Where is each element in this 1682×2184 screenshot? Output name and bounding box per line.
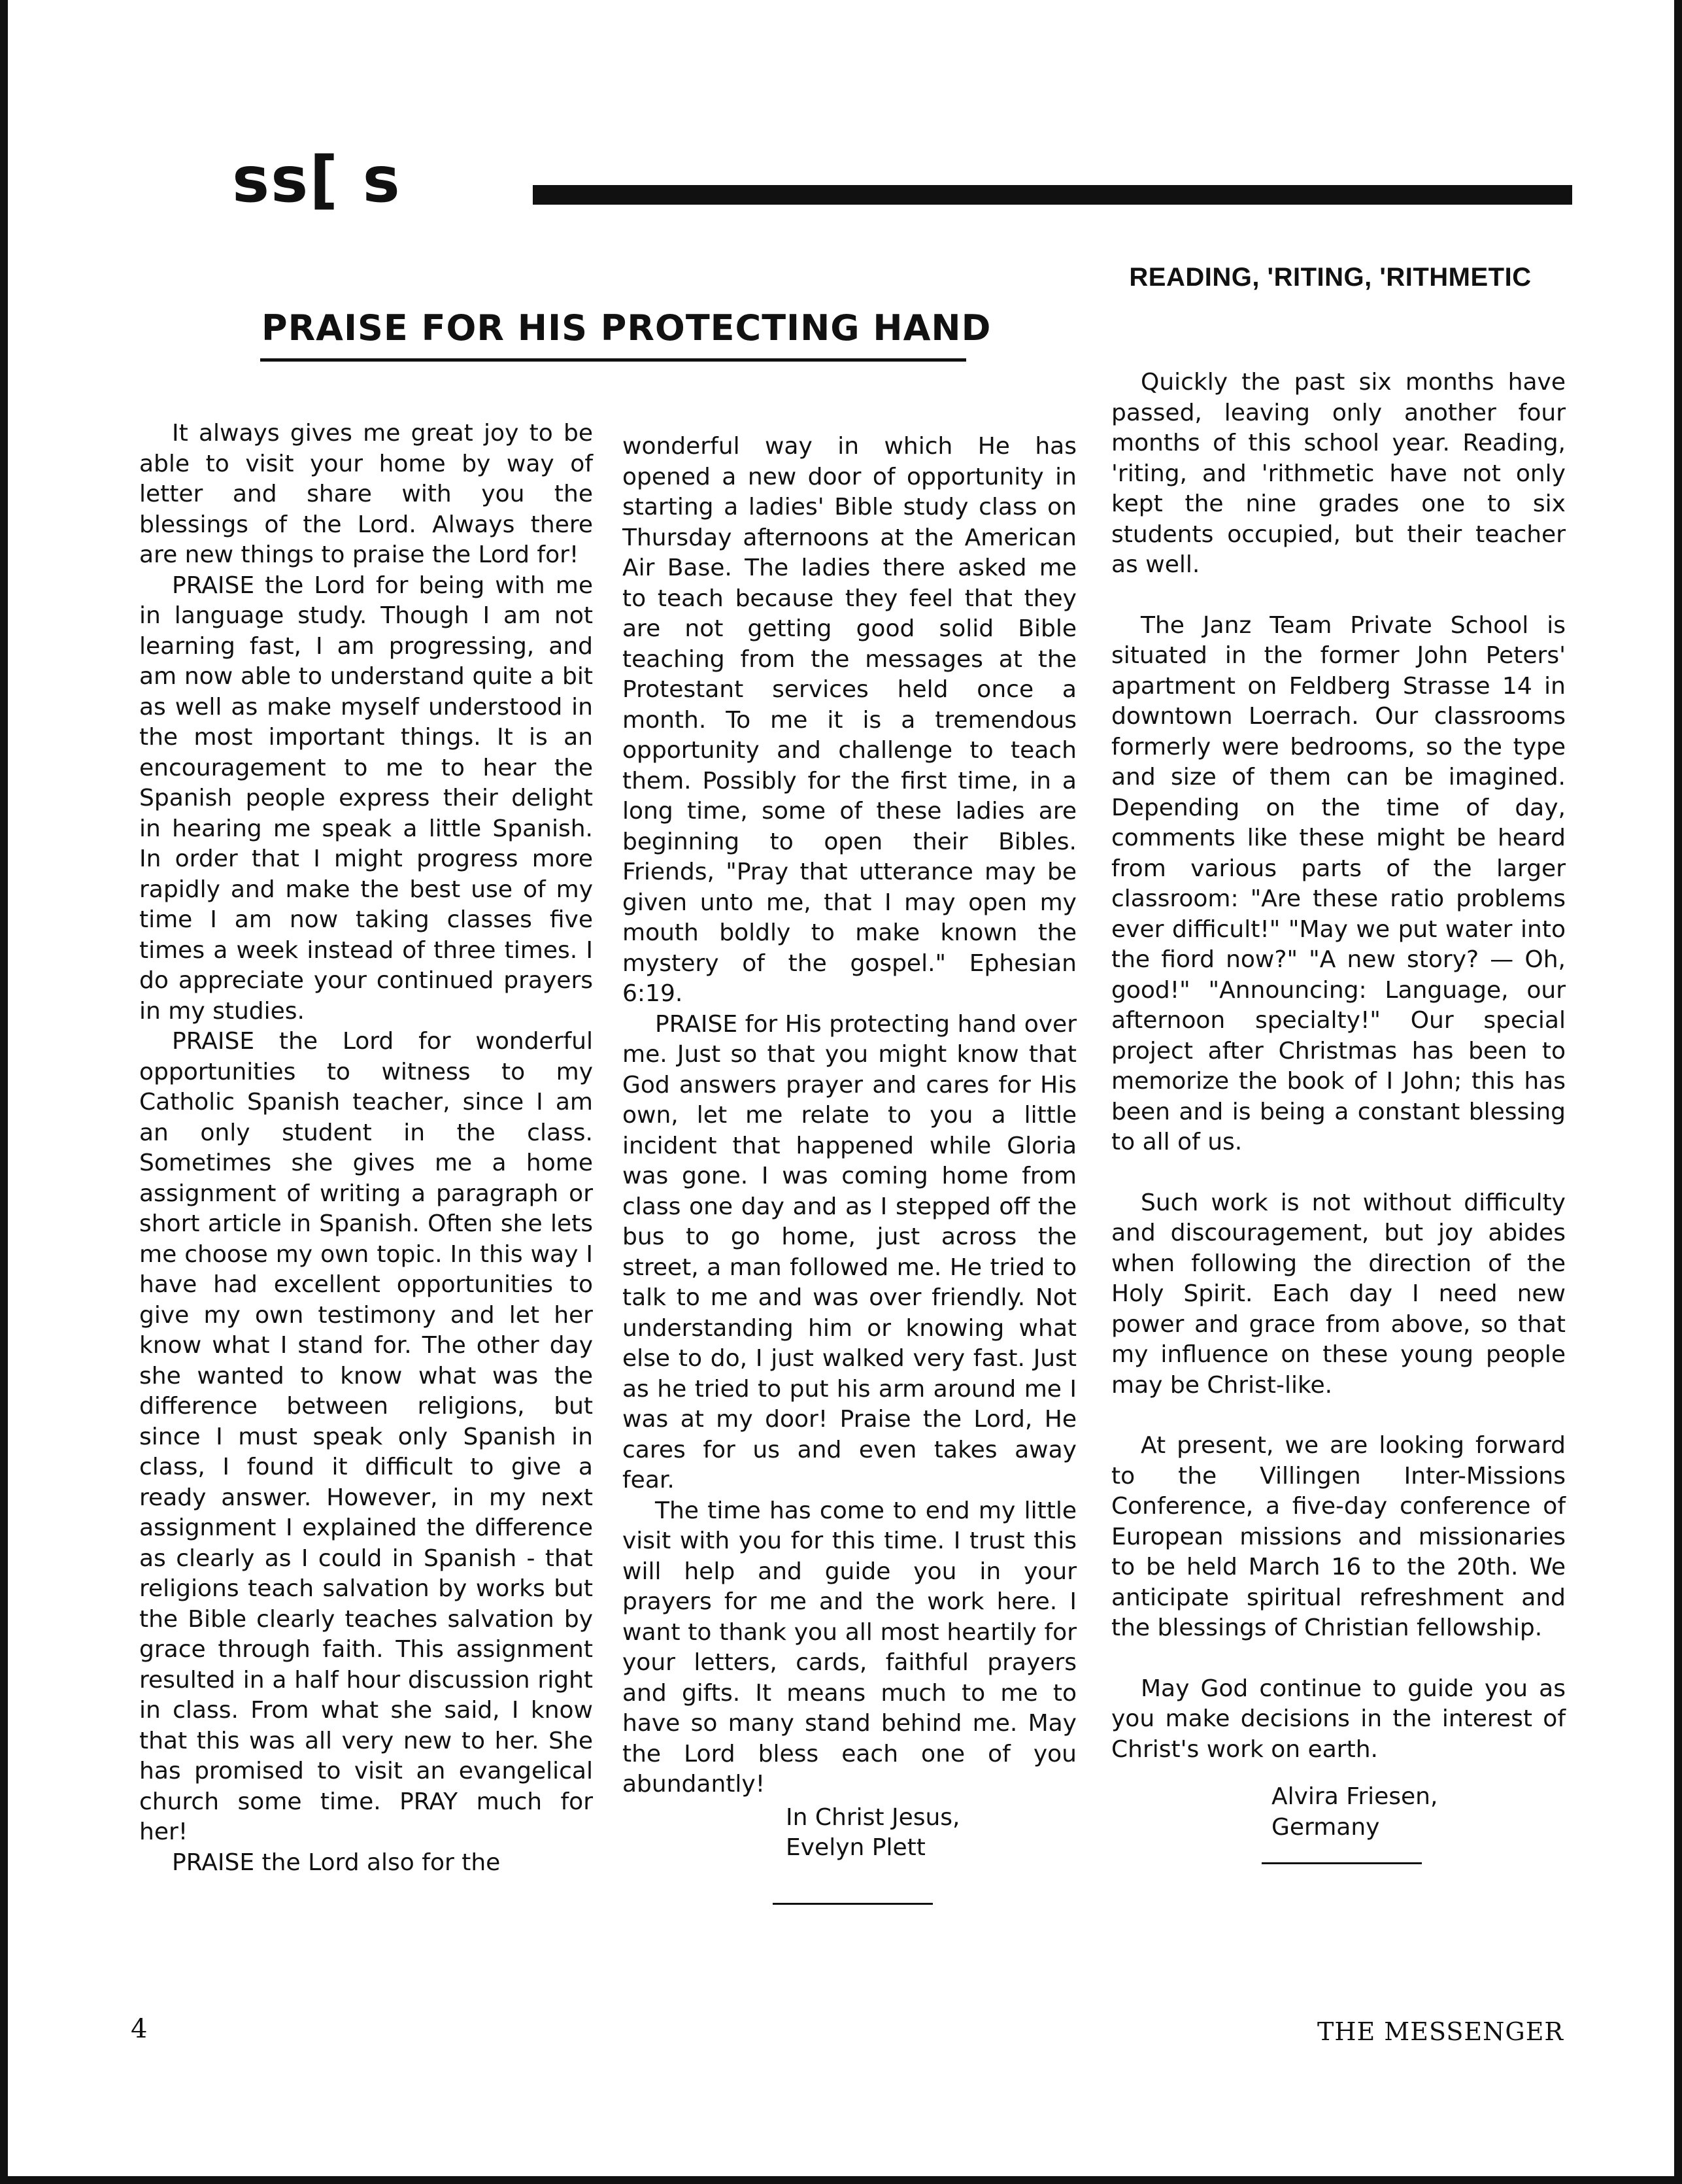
publication-name: THE MESSENGER (1317, 2017, 1564, 2046)
page-border-bottom (0, 2176, 1682, 2184)
paragraph: wonderful way in which He has opened a new door of opportunity in starting a ladies' Bible study class on Thursday afternoons at the American Air Base. The ladies there asked me to teach because they feel that they are not getting good solid Bible teaching from the messages at the Protestant services held once a month. To me it is a tremendous opportunity and challenge to teach them. Possibly for the first time, in a long time, some of these ladies are beginning to open their Bibles. Friends, "Pray that utterance may be given unto me, that I may open my mouth boldly to make known the mystery of the gospel." Ephesian 6:19. (622, 433, 1077, 1007)
paragraph: It always gives me great joy to be able to visit your home by way of letter and share with you the blessings of the Lord. Always there are new things to praise the Lord for! (139, 420, 593, 568)
article-column-1 (139, 418, 593, 1878)
end-dash (773, 1903, 933, 1905)
paragraph: PRAISE the Lord also for the (172, 1849, 501, 1876)
page-border-right (1674, 0, 1682, 2184)
paragraph: May God continue to guide you as you make decisions in the interest of Christ's work on earth. (1111, 1675, 1566, 1763)
sidebar-heading: READING, 'RITING, 'RITHMETIC (1129, 263, 1532, 292)
paragraph: At present, we are looking forward to the Villingen Inter-Missions Conference, a five-day conference of European missions and missionaries to be held March 16 to the 20th. We anticipate spiritual refreshment and the blessings of Christian fellowship. (1111, 1432, 1566, 1641)
paragraph: Quickly the past six months have passed, leaving only another four months of this school year. Reading, 'riting, and 'rithmetic have not only kept the nine grades one to six students occupied, but their teacher as well. (1111, 369, 1566, 578)
title-underline (260, 358, 966, 362)
signature-place: Germany (1271, 1813, 1380, 1841)
paragraph: PRAISE for His protecting hand over me. Just so that you might know that God answers prayer and cares for His own, let me relate to you a little incident that happened while Gloria was gone. I was coming home from class one day and as I stepped off the bus to go home, just across the street, a man followed me. He tried to talk to me and was over friendly. Not understanding him or knowing what else to do, I just walked very fast. Just as he tried to put his arm around me I was at my door! Praise the Lord, He cares for us and even takes away fear. (622, 1010, 1077, 1493)
end-dash (1262, 1862, 1422, 1864)
masthead-rule (533, 185, 1572, 205)
page-number: 4 (131, 2014, 148, 2044)
paragraph: The Janz Team Private School is situated in the former John Peters' apartment on Feldberg Strasse 14 in downtown Loerrach. Our classrooms formerly were bedrooms, so the type and size of them can be imagined. Depending on the time of day, comments like these might be heard from various parts of the larger classroom: "Are these ratio problems ever difficult!" "May we put water into the fiord now?" "A new story? — Oh, good!" "Announcing: Language, our afternoon specialty!" Our special project after Christmas has been to memorize the book of I John; this has been and is being a constant blessing to all of us. (1111, 611, 1566, 1155)
paragraph: Such work is not without difficulty and discouragement, but joy abides when following the direction of the Holy Spirit. Each day I need new power and grace from above, so that my influence on these young people may be Christ-like. (1111, 1189, 1566, 1399)
closing: In Christ Jesus, (786, 1803, 960, 1831)
sidebar-column (1111, 367, 1566, 1864)
page-border-left (0, 0, 8, 2184)
signature-name: Evelyn Plett (786, 1834, 926, 1861)
sidebar-signoff (1111, 1782, 1566, 1864)
section-masthead: ss[ s (232, 143, 401, 216)
paragraph: PRAISE the Lord for being with me in language study. Though I am not learning fast, I am progressing, and am now able to understand quite a bit as well as make myself understood in the most important things. It is an encouragement to me to hear the Spanish people express their delight in hearing me speak a little Spanish. In order that I might progress more rapidly and make the best use of my time I am now taking classes five times a week instead of three times. I do appreciate your continued prayers in my studies. (139, 572, 593, 1025)
signature-name: Alvira Friesen, (1271, 1783, 1438, 1810)
article-column-2 (622, 432, 1077, 1905)
article-title: PRAISE FOR HIS PROTECTING HAND (261, 307, 992, 349)
paragraph: The time has come to end my little visit with you for this time. I trust this will help and guide you in your prayers for me and the work here. I want to thank you all most heartily for your letters, cards, faithful prayers and gifts. It means much to me to have so many stand behind me. May the Lord bless each one of you abundantly! (622, 1497, 1077, 1798)
paragraph: PRAISE the Lord for wonderful opportunities to witness to my Catholic Spanish teacher, since I am an only student in the class. Sometimes she gives me a home assignment of writing a paragraph or short article in Spanish. Often she lets me choose my own topic. In this way I have had excellent opportunities to give my own testimony and let her know what I stand for. The other day she wanted to know what was the difference between religions, but since I must speak only Spanish in class, I found it difficult to give a ready answer. However, in my next assignment I explained the difference as clearly as I could in Spanish - that religions teach salvation by works but the Bible clearly teaches salvation by grace through faith. This assignment resulted in a half hour discussion right in class. From what she said, I know that this was all very new to her. She has promised to visit an evangelical church some time. PRAY much for her! (139, 1028, 593, 1845)
article-signoff (622, 1803, 1077, 1905)
